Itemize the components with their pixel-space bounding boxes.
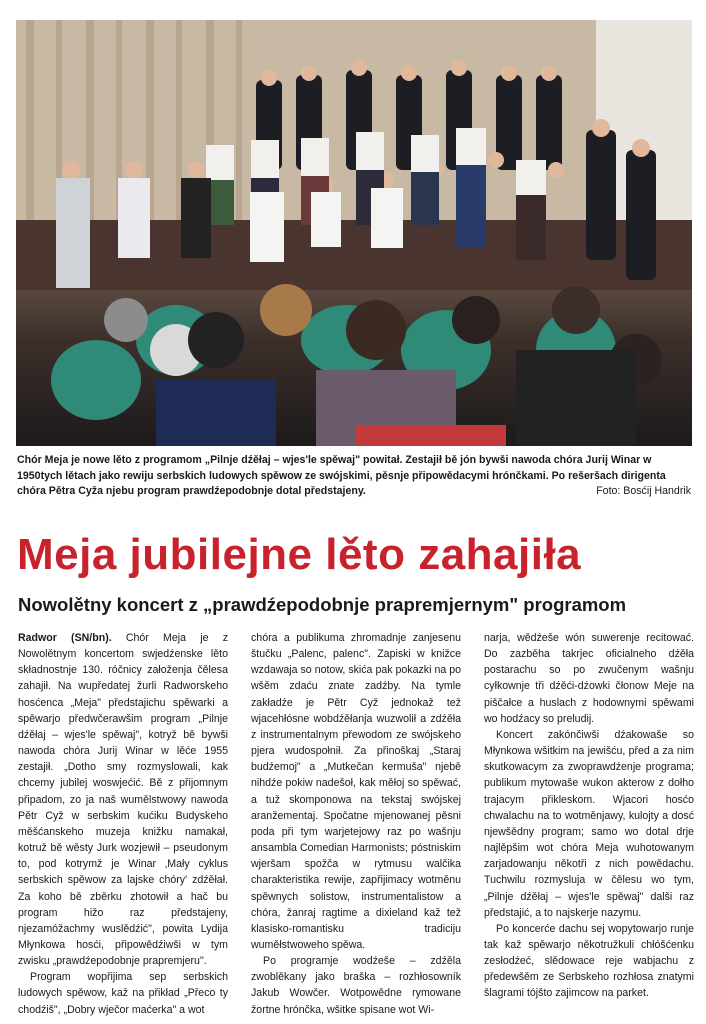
paragraph-text: Chór Meja je z Nowolětnym koncertom swjedźenske lěto składnostnje 130. róčnicy załoženja čělesa zahajił. Na wupředatej žurli Radworskeho hosćenca „Meja" předstajichu spěwarki a spěwarjo předwčerawšim program „Pilnje dźěłaj – wjes'le spěwaj", kotryž bě bywši nawoda chóra Jurij Winar w lěće 1955 zestajił. „Dotho smy rozmyslowali, kak chcemy jubilej woswjećić. Bě z přijomnym připadom, zo ja naš wumělstwowy nawoda Pětr Cyž w serbskim kućiku Budyskeho měšćanskeho muzeja knižku namakał, kotruž bě wěsty Jurk wozjewił – pseudonym to, pod kotrymž je Winar ‚Mały cyklus serbskich spěwow za lajske chóry' zdźěłał. Za koho bě zběrku zhotowił a hač bu program hižo raz předstajeny, njezamóžachmy wuslědźić", powita Lydija Młynkowa hosći, připowědźiwši w tym zwisku „prawdźepodobnje prapremjeru". bbox=[18, 632, 228, 968]
text-column-1 bbox=[18, 630, 228, 1018]
paragraph: Po koncerće dachu sej wopytowarjo runje tak kaž spěwarjo někotružkuli chłóšćenku zesłodźeć, slědowace reje wabjachu z předewšěm ze Serbskeho rozhłosa znatymi šlagrami tójšto zajimcow na parket. bbox=[484, 922, 694, 1000]
caption-text: Chór Meja je nowe lěto z programom „Pilnje dźěłaj – wjes'le spěwaj" powitał. Zestajił bě jón bywši nawoda chóra Jurij Winar w 1950tych lětach jako rewiju serbskich ludowych spěwow ze swójskimi, pěsnje připowědacymi hrónčkami. Po rešeršach dirigenta chóra Pětra Cyža njebu program prawdźepodobnje dotal předstajeny. bbox=[17, 454, 666, 497]
choir-photo bbox=[16, 20, 692, 446]
paragraph: Koncert zakónčiwši dźakowaše so Młynkowa wšitkim na jewišću, před a za nim skutkowacym za zwoprawdźenje programa; publikum mytowaše wukon akterow z dołho trajacym přikleskom. Wjacori hosćo chwalachu na to wotměnjawy, kulojty a dosć njewšědny program; samo wo dotal drje najlěpšim wot chóra Meja wuhotowanym zarjadowanju někotři z nich powědachu. Tuchwilu rozmysluja w čělesu wo tym, „Pilnje dźěłaj – wjes'le spěwaj" dalši raz předstajić, a to najskerje nazymu. bbox=[484, 728, 694, 919]
text-column-2 bbox=[251, 630, 461, 1018]
article-subheadline: Nowolětny koncert z „prawdźepodobnje prapremjernym" programom bbox=[18, 594, 627, 615]
article-headline: Meja jubilejne lěto zahajiła bbox=[17, 530, 582, 579]
paragraph: narja, wědźeše wón suwerenje recitować. Do zazběha takrjec oficialneho dźěła postarachu so po zwučenym wašnju cyłkownje tři dźěći-dźowki čłonow Meje na piščałce a huslach z hodownymi spěwami wo hodźacy so preludij. bbox=[484, 632, 694, 725]
photo-credit: Foto: Bosćij Handrik bbox=[596, 485, 691, 497]
paragraph bbox=[18, 630, 228, 969]
paragraph: Po programje wodźeše – zdźěla zwoblěkany jako braška – rozhłosowník Jakub Wowčer. Wotpowědne rymowane žortne hrónčka, wšitke spisane wot Wi- bbox=[251, 955, 461, 1016]
text-column-3 bbox=[484, 630, 694, 1002]
photo-caption bbox=[17, 453, 691, 500]
choir-photo-illustration bbox=[16, 20, 692, 446]
paragraph: Program wopřijima sep serbskich ludowych spěwow, kaž na přikład „Přeco ty chodźiš", „Dobry wječor maćerka" a wot bbox=[18, 971, 228, 1016]
paragraph: chóra a publikuma zhromadnje zanjesenu štučku „Palenc, palenc". Zapiski w knižce wzdawaja so notow, skića pak pokazki na po wšěm zdaću znate zadźby. Na tymle zakładźe je Pětr Cyž jednokaž tež wjacehłósne wobdźěłanja wuzwolił a zdźěła z instrumentalnym přewodom ze swójskeho pjera wudospołnił. Za přinoškaj „Staraj budźemoj" a „Mutkečan kermuša" njebě nihdźe pokiw nadešoł, kak měłoj so spěwać, a tuž skomponowa na tekstaj swójskej aranžementaj. Spočatne mjenowanej pěsni poda při tym warjetejowy raz po wašnju ansambla Comedian Harmonists; póstniskim wjeršam spožča w rytmusu walčika charakteristika rewije, zapřijimacy wotměnu spěwnych solistow, instrumentalistow a chóra, žanraj ragtime a dixieland kaž tež klasisko-romantisku tradiciju wuměłstwoweho spěwa. bbox=[251, 632, 461, 951]
dateline: Radwor (SN/bn). bbox=[18, 632, 112, 644]
